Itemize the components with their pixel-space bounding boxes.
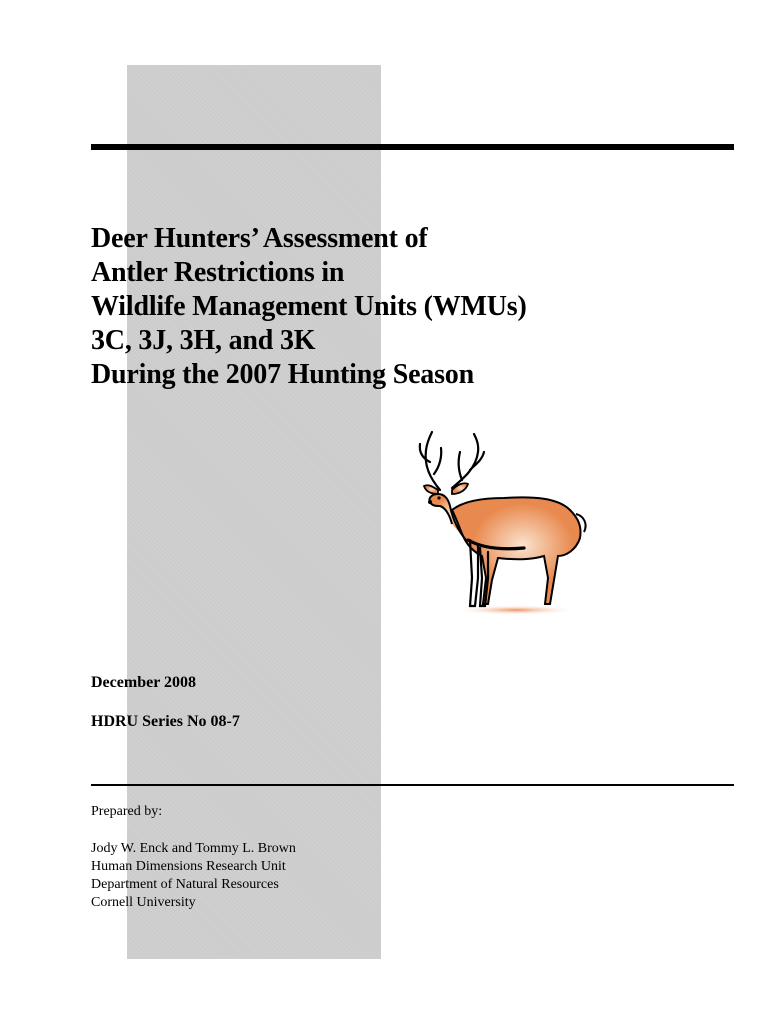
top-rule [91, 144, 734, 150]
authors-line: Jody W. Enck and Tommy L. Brown [91, 841, 296, 856]
report-date: December 2008 [91, 674, 196, 691]
credits-block [91, 840, 296, 912]
title-line-2: Antler Restrictions in [91, 257, 345, 288]
title-line-3: Wildlife Management Units (WMUs) [91, 291, 527, 322]
deer-eye [437, 496, 440, 499]
deer-antlers [420, 432, 484, 490]
deer-illustration [412, 428, 592, 620]
title-line-5: During the 2007 Hunting Season [91, 359, 474, 390]
bottom-rule [91, 784, 734, 786]
prepared-by-label: Prepared by: [91, 804, 163, 819]
unit-line: Human Dimensions Research Unit [91, 859, 286, 874]
title-line-1: Deer Hunters’ Assessment of [91, 223, 428, 254]
deer-nose [428, 500, 432, 504]
report-title [91, 222, 691, 392]
report-series-number: HDRU Series No 08-7 [91, 713, 240, 730]
university-line: Cornell University [91, 895, 196, 910]
department-line: Department of Natural Resources [91, 877, 279, 892]
title-line-4: 3C, 3J, 3H, and 3K [91, 325, 316, 356]
gray-side-band [127, 65, 381, 959]
